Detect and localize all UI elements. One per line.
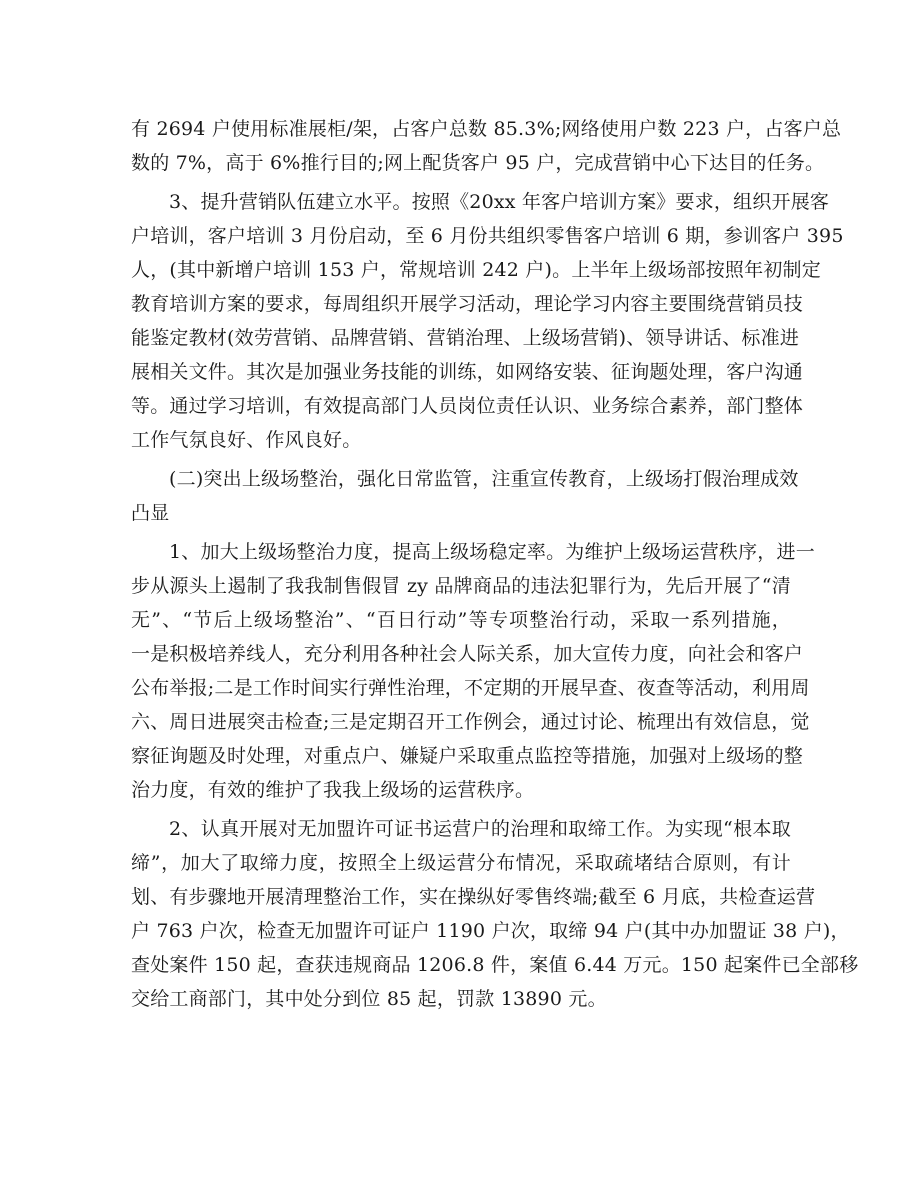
text-line: 1、加大上级场整治力度，提高上级场稳定率。为维护上级场运营秩序，进一 <box>169 541 815 563</box>
text-line: 治力度，有效的维护了我我上级场的运营秩序。 <box>131 779 535 801</box>
section-heading-2 <box>131 462 799 530</box>
paragraph-intro-tail <box>131 112 842 180</box>
text-line: 查处案件 150 起，查获违规商品 1206.8 件，案值 6.44 万元。150 起案件已全部移 <box>131 954 859 976</box>
text-line: 六、周日进展突击检查;三是定期召开工作例会，通过讨论、梳理出有效信息，觉 <box>131 711 810 733</box>
text-line: 户 763 户次，检查无加盟许可证户 1190 户次，取缔 94 户(其中办加盟证 38 户)， <box>131 920 850 942</box>
text-line: 3、提升营销队伍建立水平。按照《20xx 年客户培训方案》要求，组织开展客 <box>169 191 830 213</box>
text-line: 2、认真开展对无加盟许可证书运营户的治理和取缔工作。为实现“根本取 <box>169 818 791 840</box>
document-body <box>131 112 859 1016</box>
text-line: 户培训，客户培训 3 月份启动，至 6 月份共组织零售客户培训 6 期，参训客户 395 <box>131 225 844 247</box>
text-line: 无”、“节后上级场整治”、“百日行动”等专项整治行动，采取一系列措施， <box>131 609 791 631</box>
text-line: 有 2694 户使用标准展柜/架，占客户总数 85.3%;网络使用户数 223 户，占客户总 <box>131 118 842 140</box>
text-line: 数的 7%，高于 6%推行目的;网上配货客户 95 户，完成营销中心下达目的任务。 <box>131 152 825 174</box>
paragraph-license-enforcement <box>131 812 859 1016</box>
text-line: 能鉴定教材(效劳营销、品牌营销、营销治理、上级场营销)、领导讲话、标准进 <box>131 327 800 349</box>
text-line: 人，(其中新增户培训 153 户，常规培训 242 户)。上半年上级场部按照年初制定 <box>131 259 821 281</box>
text-line: 察征询题及时处理，对重点户、嫌疑户采取重点监控等措施，加强对上级场的整 <box>131 745 804 767</box>
text-line: 交给工商部门，其中处分到位 85 起，罚款 13890 元。 <box>131 988 607 1010</box>
paragraph-training <box>131 185 844 457</box>
text-line: 展相关文件。其次是加强业务技能的训练，如网络安装、征询题处理，客户沟通 <box>131 361 804 383</box>
text-line: 凸显 <box>131 502 170 524</box>
text-line: 工作气氛良好、作风良好。 <box>131 429 362 451</box>
text-line: (二)突出上级场整治，强化日常监管，注重宣传教育，上级场打假治理成效 <box>169 468 799 490</box>
text-line: 划、有步骤地开展清理整治工作，实在操纵好零售终端;截至 6 月底，共检查运营 <box>131 886 816 908</box>
paragraph-market-rectification <box>131 535 815 807</box>
text-line: 等。通过学习培训，有效提高部门人员岗位责任认识、业务综合素养，部门整体 <box>131 395 804 417</box>
text-line: 缔”，加大了取缔力度，按照全上级运营分布情况，采取疏堵结合原则，有计 <box>131 852 791 874</box>
text-line: 教育培训方案的要求，每周组织开展学习活动，理论学习内容主要围绕营销员技 <box>131 293 804 315</box>
text-line: 步从源头上遏制了我我制售假冒 zy 品牌商品的违法犯罪行为，先后开展了“清 <box>131 575 791 597</box>
text-line: 公布举报;二是工作时间实行弹性治理，不定期的开展早查、夜查等活动，利用周 <box>131 677 810 699</box>
text-line: 一是积极培养线人，充分利用各种社会人际关系，加大宣传力度，向社会和客户 <box>131 643 804 665</box>
